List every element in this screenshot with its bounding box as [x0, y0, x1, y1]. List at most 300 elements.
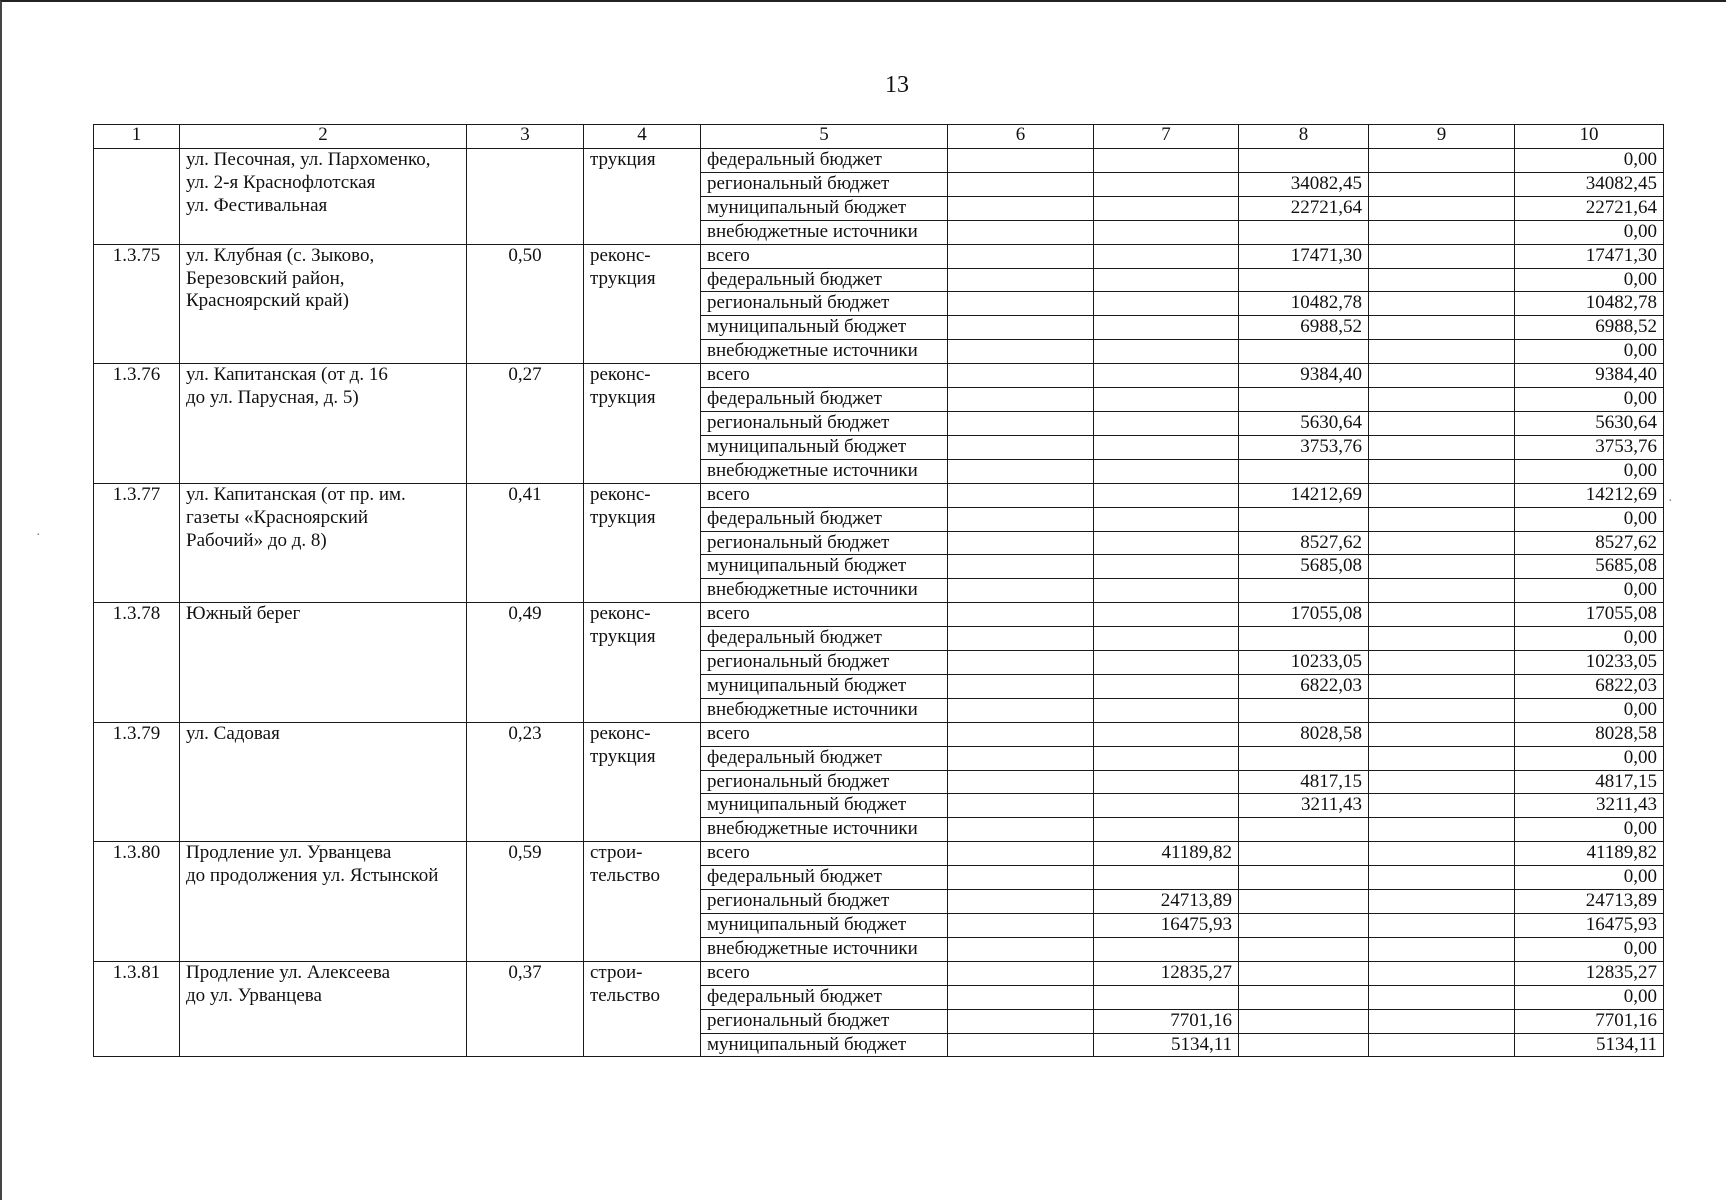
- value-cell-10: 0,00: [1515, 698, 1664, 722]
- value-cell-8: 34082,45: [1239, 172, 1369, 196]
- value-cell-6: [948, 627, 1094, 651]
- funding-source-cell: муниципальный бюджет: [701, 794, 948, 818]
- value-cell-7: [1094, 507, 1239, 531]
- value-cell-8: [1239, 985, 1369, 1009]
- value-cell-6: [948, 722, 1094, 746]
- value-cell-8: [1239, 866, 1369, 890]
- value-cell-6: [948, 340, 1094, 364]
- value-cell-8: 8527,62: [1239, 531, 1369, 555]
- value-cell-7: [1094, 388, 1239, 412]
- value-cell-6: [948, 220, 1094, 244]
- item-id-cell: 1.3.78: [94, 603, 180, 723]
- length-cell: 0,50: [467, 244, 584, 364]
- table-row: [94, 149, 1664, 173]
- work-type-line: реконс-: [590, 244, 651, 266]
- value-cell-10: 10482,78: [1515, 292, 1664, 316]
- value-cell-6: [948, 698, 1094, 722]
- value-cell-7: [1094, 818, 1239, 842]
- funding-source-cell: региональный бюджет: [701, 172, 948, 196]
- object-name-line: Рабочий» до д. 8): [186, 529, 327, 551]
- funding-source-cell: внебюджетные источники: [701, 340, 948, 364]
- value-cell-6: [948, 842, 1094, 866]
- funding-source-cell: федеральный бюджет: [701, 268, 948, 292]
- work-type-line: реконс-: [590, 483, 651, 505]
- object-name-line: газеты «Красноярский: [186, 506, 369, 528]
- value-cell-9: [1369, 316, 1515, 340]
- work-type-line: трукция: [590, 626, 656, 648]
- funding-source-cell: внебюджетные источники: [701, 937, 948, 961]
- value-cell-9: [1369, 172, 1515, 196]
- value-cell-9: [1369, 555, 1515, 579]
- value-cell-6: [948, 411, 1094, 435]
- work-type-cell: [584, 149, 701, 245]
- value-cell-10: 4817,15: [1515, 770, 1664, 794]
- value-cell-10: 7701,16: [1515, 1009, 1664, 1033]
- value-cell-6: [948, 292, 1094, 316]
- item-id-cell: 1.3.76: [94, 364, 180, 484]
- col-header: 3: [467, 125, 584, 149]
- value-cell-7: [1094, 196, 1239, 220]
- value-cell-6: [948, 172, 1094, 196]
- funding-source-cell: муниципальный бюджет: [701, 674, 948, 698]
- work-type-line: трукция: [590, 267, 656, 289]
- work-type-line: тельство: [590, 984, 660, 1006]
- value-cell-9: [1369, 866, 1515, 890]
- funding-source-cell: всего: [701, 961, 948, 985]
- value-cell-6: [948, 555, 1094, 579]
- value-cell-10: 0,00: [1515, 340, 1664, 364]
- value-cell-6: [948, 579, 1094, 603]
- value-cell-10: 17055,08: [1515, 603, 1664, 627]
- value-cell-7: [1094, 722, 1239, 746]
- value-cell-6: [948, 196, 1094, 220]
- scan-dot: ·: [36, 528, 41, 543]
- value-cell-9: [1369, 651, 1515, 675]
- value-cell-6: [948, 890, 1094, 914]
- value-cell-8: 6988,52: [1239, 316, 1369, 340]
- value-cell-7: 12835,27: [1094, 961, 1239, 985]
- table-row: [94, 722, 1664, 746]
- work-type-line: трукция: [590, 506, 656, 528]
- value-cell-9: [1369, 507, 1515, 531]
- value-cell-10: 17471,30: [1515, 244, 1664, 268]
- object-name-cell: [180, 603, 467, 723]
- funding-source-cell: всего: [701, 722, 948, 746]
- value-cell-6: [948, 364, 1094, 388]
- funding-source-cell: региональный бюджет: [701, 411, 948, 435]
- value-cell-8: [1239, 746, 1369, 770]
- work-type-cell: [584, 961, 701, 1057]
- value-cell-6: [948, 937, 1094, 961]
- value-cell-10: 16475,93: [1515, 914, 1664, 938]
- value-cell-9: [1369, 937, 1515, 961]
- value-cell-9: [1369, 746, 1515, 770]
- value-cell-10: 0,00: [1515, 220, 1664, 244]
- value-cell-7: [1094, 770, 1239, 794]
- value-cell-6: [948, 746, 1094, 770]
- object-name-line: до ул. Урванцева: [186, 984, 322, 1006]
- funding-source-cell: муниципальный бюджет: [701, 555, 948, 579]
- value-cell-9: [1369, 435, 1515, 459]
- value-cell-10: 12835,27: [1515, 961, 1664, 985]
- value-cell-10: 14212,69: [1515, 483, 1664, 507]
- value-cell-9: [1369, 388, 1515, 412]
- object-name-line: ул. 2-я Краснофлотская: [186, 171, 376, 193]
- value-cell-6: [948, 770, 1094, 794]
- value-cell-7: [1094, 292, 1239, 316]
- funding-source-cell: всего: [701, 483, 948, 507]
- funding-source-cell: федеральный бюджет: [701, 866, 948, 890]
- value-cell-8: [1239, 507, 1369, 531]
- col-header: 4: [584, 125, 701, 149]
- table-row: [94, 961, 1664, 985]
- item-id-cell: 1.3.77: [94, 483, 180, 603]
- value-cell-7: [1094, 651, 1239, 675]
- value-cell-8: 22721,64: [1239, 196, 1369, 220]
- value-cell-6: [948, 818, 1094, 842]
- value-cell-8: 5685,08: [1239, 555, 1369, 579]
- work-type-line: трукция: [590, 149, 656, 170]
- funding-source-cell: федеральный бюджет: [701, 388, 948, 412]
- value-cell-6: [948, 483, 1094, 507]
- value-cell-7: [1094, 746, 1239, 770]
- value-cell-6: [948, 507, 1094, 531]
- value-cell-8: [1239, 1009, 1369, 1033]
- value-cell-9: [1369, 603, 1515, 627]
- col-header: 9: [1369, 125, 1515, 149]
- value-cell-7: [1094, 937, 1239, 961]
- work-type-line: строи-: [590, 961, 643, 983]
- col-header: 1: [94, 125, 180, 149]
- length-cell: [467, 149, 584, 245]
- funding-source-cell: региональный бюджет: [701, 890, 948, 914]
- value-cell-7: [1094, 172, 1239, 196]
- value-cell-9: [1369, 842, 1515, 866]
- length-cell: 0,41: [467, 483, 584, 603]
- scan-dot: ·: [1668, 494, 1673, 509]
- value-cell-7: [1094, 866, 1239, 890]
- work-type-cell: [584, 722, 701, 842]
- funding-source-cell: региональный бюджет: [701, 531, 948, 555]
- length-cell: 0,27: [467, 364, 584, 484]
- value-cell-7: [1094, 555, 1239, 579]
- value-cell-8: 8028,58: [1239, 722, 1369, 746]
- funding-source-cell: внебюджетные источники: [701, 459, 948, 483]
- value-cell-10: 0,00: [1515, 746, 1664, 770]
- value-cell-6: [948, 459, 1094, 483]
- table-row: [94, 842, 1664, 866]
- value-cell-6: [948, 388, 1094, 412]
- length-cell: 0,23: [467, 722, 584, 842]
- value-cell-6: [948, 985, 1094, 1009]
- funding-source-cell: федеральный бюджет: [701, 627, 948, 651]
- value-cell-9: [1369, 244, 1515, 268]
- item-id-cell: 1.3.80: [94, 842, 180, 962]
- value-cell-9: [1369, 722, 1515, 746]
- value-cell-7: [1094, 985, 1239, 1009]
- value-cell-9: [1369, 794, 1515, 818]
- value-cell-7: [1094, 435, 1239, 459]
- funding-source-cell: внебюджетные источники: [701, 698, 948, 722]
- value-cell-7: [1094, 627, 1239, 651]
- value-cell-7: 7701,16: [1094, 1009, 1239, 1033]
- value-cell-9: [1369, 985, 1515, 1009]
- value-cell-7: [1094, 220, 1239, 244]
- funding-source-cell: всего: [701, 244, 948, 268]
- value-cell-7: [1094, 483, 1239, 507]
- value-cell-10: 3211,43: [1515, 794, 1664, 818]
- table-row: [94, 603, 1664, 627]
- value-cell-9: [1369, 1033, 1515, 1057]
- value-cell-9: [1369, 890, 1515, 914]
- page-number: 13: [885, 72, 909, 98]
- object-name-line: Южный берег: [186, 603, 301, 625]
- value-cell-8: 6822,03: [1239, 674, 1369, 698]
- work-type-cell: [584, 364, 701, 484]
- value-cell-8: [1239, 818, 1369, 842]
- value-cell-6: [948, 149, 1094, 173]
- value-cell-10: 0,00: [1515, 388, 1664, 412]
- value-cell-10: 41189,82: [1515, 842, 1664, 866]
- value-cell-8: [1239, 698, 1369, 722]
- value-cell-8: 9384,40: [1239, 364, 1369, 388]
- value-cell-7: [1094, 340, 1239, 364]
- value-cell-7: [1094, 411, 1239, 435]
- funding-source-cell: федеральный бюджет: [701, 507, 948, 531]
- value-cell-6: [948, 244, 1094, 268]
- value-cell-8: [1239, 268, 1369, 292]
- value-cell-9: [1369, 459, 1515, 483]
- value-cell-8: [1239, 220, 1369, 244]
- object-name-line: Красноярский край): [186, 290, 349, 312]
- work-type-line: строи-: [590, 842, 643, 864]
- value-cell-9: [1369, 149, 1515, 173]
- item-id-cell: [94, 149, 180, 245]
- value-cell-9: [1369, 268, 1515, 292]
- value-cell-10: 34082,45: [1515, 172, 1664, 196]
- value-cell-9: [1369, 340, 1515, 364]
- value-cell-9: [1369, 292, 1515, 316]
- object-name-cell: [180, 364, 467, 484]
- value-cell-10: 0,00: [1515, 507, 1664, 531]
- value-cell-7: [1094, 531, 1239, 555]
- value-cell-9: [1369, 483, 1515, 507]
- value-cell-7: 41189,82: [1094, 842, 1239, 866]
- value-cell-6: [948, 1033, 1094, 1057]
- value-cell-6: [948, 268, 1094, 292]
- funding-source-cell: федеральный бюджет: [701, 746, 948, 770]
- value-cell-10: 0,00: [1515, 579, 1664, 603]
- value-cell-6: [948, 674, 1094, 698]
- table-row: [94, 364, 1664, 388]
- value-cell-10: 0,00: [1515, 149, 1664, 173]
- funding-source-cell: муниципальный бюджет: [701, 435, 948, 459]
- length-cell: 0,37: [467, 961, 584, 1057]
- work-type-line: реконс-: [590, 364, 651, 386]
- value-cell-7: [1094, 579, 1239, 603]
- object-name-line: до продолжения ул. Ястынской: [186, 865, 439, 887]
- value-cell-7: [1094, 316, 1239, 340]
- value-cell-9: [1369, 531, 1515, 555]
- value-cell-10: 6988,52: [1515, 316, 1664, 340]
- value-cell-7: [1094, 149, 1239, 173]
- funding-source-cell: региональный бюджет: [701, 651, 948, 675]
- object-name-cell: [180, 149, 467, 245]
- value-cell-8: 17471,30: [1239, 244, 1369, 268]
- value-cell-9: [1369, 674, 1515, 698]
- value-cell-6: [948, 1009, 1094, 1033]
- funding-source-cell: муниципальный бюджет: [701, 196, 948, 220]
- object-name-line: ул. Садовая: [186, 722, 280, 744]
- value-cell-10: 0,00: [1515, 937, 1664, 961]
- value-cell-8: [1239, 340, 1369, 364]
- value-cell-10: 0,00: [1515, 866, 1664, 890]
- object-name-line: ул. Капитанская (от д. 16: [186, 364, 388, 386]
- value-cell-10: 0,00: [1515, 459, 1664, 483]
- value-cell-10: 22721,64: [1515, 196, 1664, 220]
- value-cell-8: 14212,69: [1239, 483, 1369, 507]
- value-cell-8: [1239, 842, 1369, 866]
- value-cell-6: [948, 866, 1094, 890]
- table-body: [94, 149, 1664, 1057]
- value-cell-8: 3753,76: [1239, 435, 1369, 459]
- item-id-cell: 1.3.79: [94, 722, 180, 842]
- value-cell-9: [1369, 220, 1515, 244]
- value-cell-9: [1369, 961, 1515, 985]
- value-cell-8: [1239, 937, 1369, 961]
- object-name-line: ул. Фестивальная: [186, 194, 328, 216]
- value-cell-7: 5134,11: [1094, 1033, 1239, 1057]
- col-header: 8: [1239, 125, 1369, 149]
- value-cell-10: 0,00: [1515, 268, 1664, 292]
- work-type-line: реконс-: [590, 722, 651, 744]
- value-cell-9: [1369, 698, 1515, 722]
- value-cell-9: [1369, 364, 1515, 388]
- col-header: 5: [701, 125, 948, 149]
- column-number-row: [94, 125, 1664, 149]
- value-cell-8: [1239, 961, 1369, 985]
- object-name-line: ул. Клубная (с. Зыково,: [186, 244, 375, 266]
- funding-source-cell: муниципальный бюджет: [701, 1033, 948, 1057]
- value-cell-10: 5134,11: [1515, 1033, 1664, 1057]
- funding-source-cell: внебюджетные источники: [701, 220, 948, 244]
- value-cell-10: 3753,76: [1515, 435, 1664, 459]
- value-cell-10: 5630,64: [1515, 411, 1664, 435]
- object-name-cell: [180, 483, 467, 603]
- value-cell-8: [1239, 914, 1369, 938]
- value-cell-8: 5630,64: [1239, 411, 1369, 435]
- work-type-cell: [584, 483, 701, 603]
- funding-source-cell: региональный бюджет: [701, 1009, 948, 1033]
- funding-source-cell: муниципальный бюджет: [701, 914, 948, 938]
- value-cell-7: [1094, 268, 1239, 292]
- object-name-line: Продление ул. Алексеева: [186, 961, 390, 983]
- value-cell-7: 24713,89: [1094, 890, 1239, 914]
- work-type-line: тельство: [590, 865, 660, 887]
- object-name-line: до ул. Парусная, д. 5): [186, 387, 359, 409]
- table-row: [94, 483, 1664, 507]
- value-cell-8: 17055,08: [1239, 603, 1369, 627]
- value-cell-9: [1369, 411, 1515, 435]
- value-cell-9: [1369, 914, 1515, 938]
- value-cell-7: [1094, 244, 1239, 268]
- value-cell-10: 0,00: [1515, 627, 1664, 651]
- value-cell-9: [1369, 770, 1515, 794]
- value-cell-7: [1094, 698, 1239, 722]
- funding-source-cell: внебюджетные источники: [701, 818, 948, 842]
- funding-source-cell: региональный бюджет: [701, 292, 948, 316]
- value-cell-9: [1369, 196, 1515, 220]
- funding-source-cell: всего: [701, 603, 948, 627]
- value-cell-7: [1094, 674, 1239, 698]
- table-row: [94, 244, 1664, 268]
- value-cell-7: [1094, 794, 1239, 818]
- work-type-line: трукция: [590, 387, 656, 409]
- work-type-line: реконс-: [590, 603, 651, 625]
- financing-table: [93, 124, 1664, 1057]
- col-header: 7: [1094, 125, 1239, 149]
- value-cell-10: 8527,62: [1515, 531, 1664, 555]
- value-cell-8: [1239, 627, 1369, 651]
- length-cell: 0,49: [467, 603, 584, 723]
- work-type-cell: [584, 842, 701, 962]
- value-cell-6: [948, 794, 1094, 818]
- value-cell-8: [1239, 579, 1369, 603]
- object-name-line: Березовский район,: [186, 267, 345, 289]
- value-cell-6: [948, 531, 1094, 555]
- value-cell-8: 4817,15: [1239, 770, 1369, 794]
- object-name-cell: [180, 244, 467, 364]
- col-header: 6: [948, 125, 1094, 149]
- value-cell-6: [948, 651, 1094, 675]
- value-cell-10: 0,00: [1515, 818, 1664, 842]
- value-cell-8: [1239, 1033, 1369, 1057]
- value-cell-7: 16475,93: [1094, 914, 1239, 938]
- funding-source-cell: федеральный бюджет: [701, 149, 948, 173]
- object-name-cell: [180, 961, 467, 1057]
- value-cell-10: 8028,58: [1515, 722, 1664, 746]
- item-id-cell: 1.3.81: [94, 961, 180, 1057]
- work-type-cell: [584, 244, 701, 364]
- length-cell: 0,59: [467, 842, 584, 962]
- value-cell-8: [1239, 459, 1369, 483]
- funding-source-cell: всего: [701, 364, 948, 388]
- item-id-cell: 1.3.75: [94, 244, 180, 364]
- value-cell-10: 0,00: [1515, 985, 1664, 1009]
- object-name-cell: [180, 722, 467, 842]
- value-cell-6: [948, 961, 1094, 985]
- object-name-line: ул. Капитанская (от пр. им.: [186, 483, 406, 505]
- value-cell-7: [1094, 603, 1239, 627]
- value-cell-10: 6822,03: [1515, 674, 1664, 698]
- col-header: 10: [1515, 125, 1664, 149]
- value-cell-10: 9384,40: [1515, 364, 1664, 388]
- object-name-line: ул. Песочная, ул. Пархоменко,: [186, 149, 431, 170]
- value-cell-8: [1239, 149, 1369, 173]
- value-cell-9: [1369, 818, 1515, 842]
- work-type-line: трукция: [590, 745, 656, 767]
- col-header: 2: [180, 125, 467, 149]
- funding-source-cell: внебюджетные источники: [701, 579, 948, 603]
- value-cell-8: 10482,78: [1239, 292, 1369, 316]
- value-cell-8: 3211,43: [1239, 794, 1369, 818]
- value-cell-6: [948, 914, 1094, 938]
- object-name-line: Продление ул. Урванцева: [186, 842, 392, 864]
- work-type-cell: [584, 603, 701, 723]
- funding-source-cell: федеральный бюджет: [701, 985, 948, 1009]
- funding-source-cell: муниципальный бюджет: [701, 316, 948, 340]
- value-cell-6: [948, 316, 1094, 340]
